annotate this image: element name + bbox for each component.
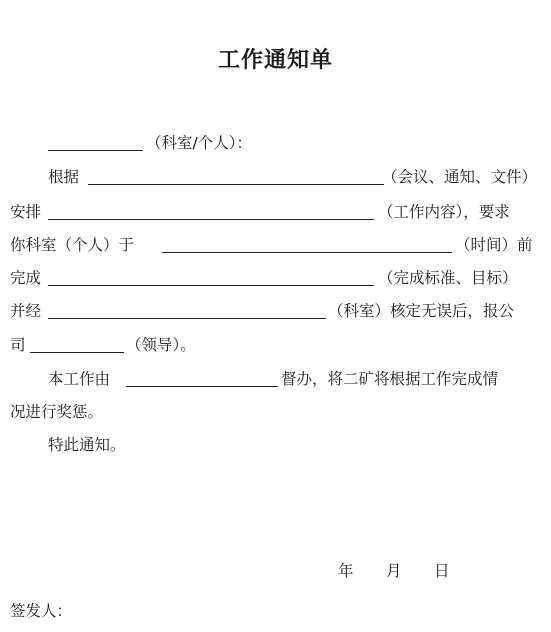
- arrange-prefix: 安排: [10, 203, 42, 221]
- blank-recipient[interactable]: [48, 150, 143, 151]
- review-prefix: 并经: [10, 302, 42, 320]
- time-suffix: （时间）前: [455, 236, 533, 254]
- basis-suffix: （会议、通知、文件）: [382, 168, 538, 186]
- review-suffix: （科室）核定无误后，报公: [328, 302, 515, 320]
- blank-leader[interactable]: [30, 352, 124, 353]
- company-suffix: （领导）。: [126, 336, 196, 354]
- complete-prefix: 完成: [10, 269, 42, 287]
- complete-suffix: （完成标准、目标）: [378, 269, 518, 287]
- blank-basis[interactable]: [88, 184, 384, 185]
- blank-work-content[interactable]: [48, 219, 374, 220]
- blank-standard[interactable]: [48, 285, 374, 286]
- blank-review-dept[interactable]: [48, 318, 326, 319]
- basis-prefix: 根据: [48, 168, 80, 186]
- time-prefix: 你科室（个人）于: [10, 236, 135, 254]
- blank-time[interactable]: [162, 252, 452, 253]
- notice-text: 特此通知。: [48, 436, 126, 454]
- blank-supervisor[interactable]: [126, 386, 278, 387]
- arrange-suffix: （工作内容），要求: [378, 203, 510, 221]
- date-year-label: 年: [338, 562, 354, 580]
- signer-label: 签发人：: [10, 602, 73, 620]
- document-title: 工作通知单: [217, 48, 333, 73]
- date-month-label: 月: [386, 562, 402, 580]
- recipient-suffix: （科室/个人）：: [146, 134, 252, 152]
- company-prefix: 司: [10, 336, 26, 354]
- reward-text: 况进行奖惩。: [10, 403, 104, 421]
- supervise-prefix: 本工作由: [48, 370, 111, 388]
- date-day-label: 日: [434, 562, 450, 580]
- supervise-suffix: 督办，将二矿将根据工作完成情: [281, 370, 499, 388]
